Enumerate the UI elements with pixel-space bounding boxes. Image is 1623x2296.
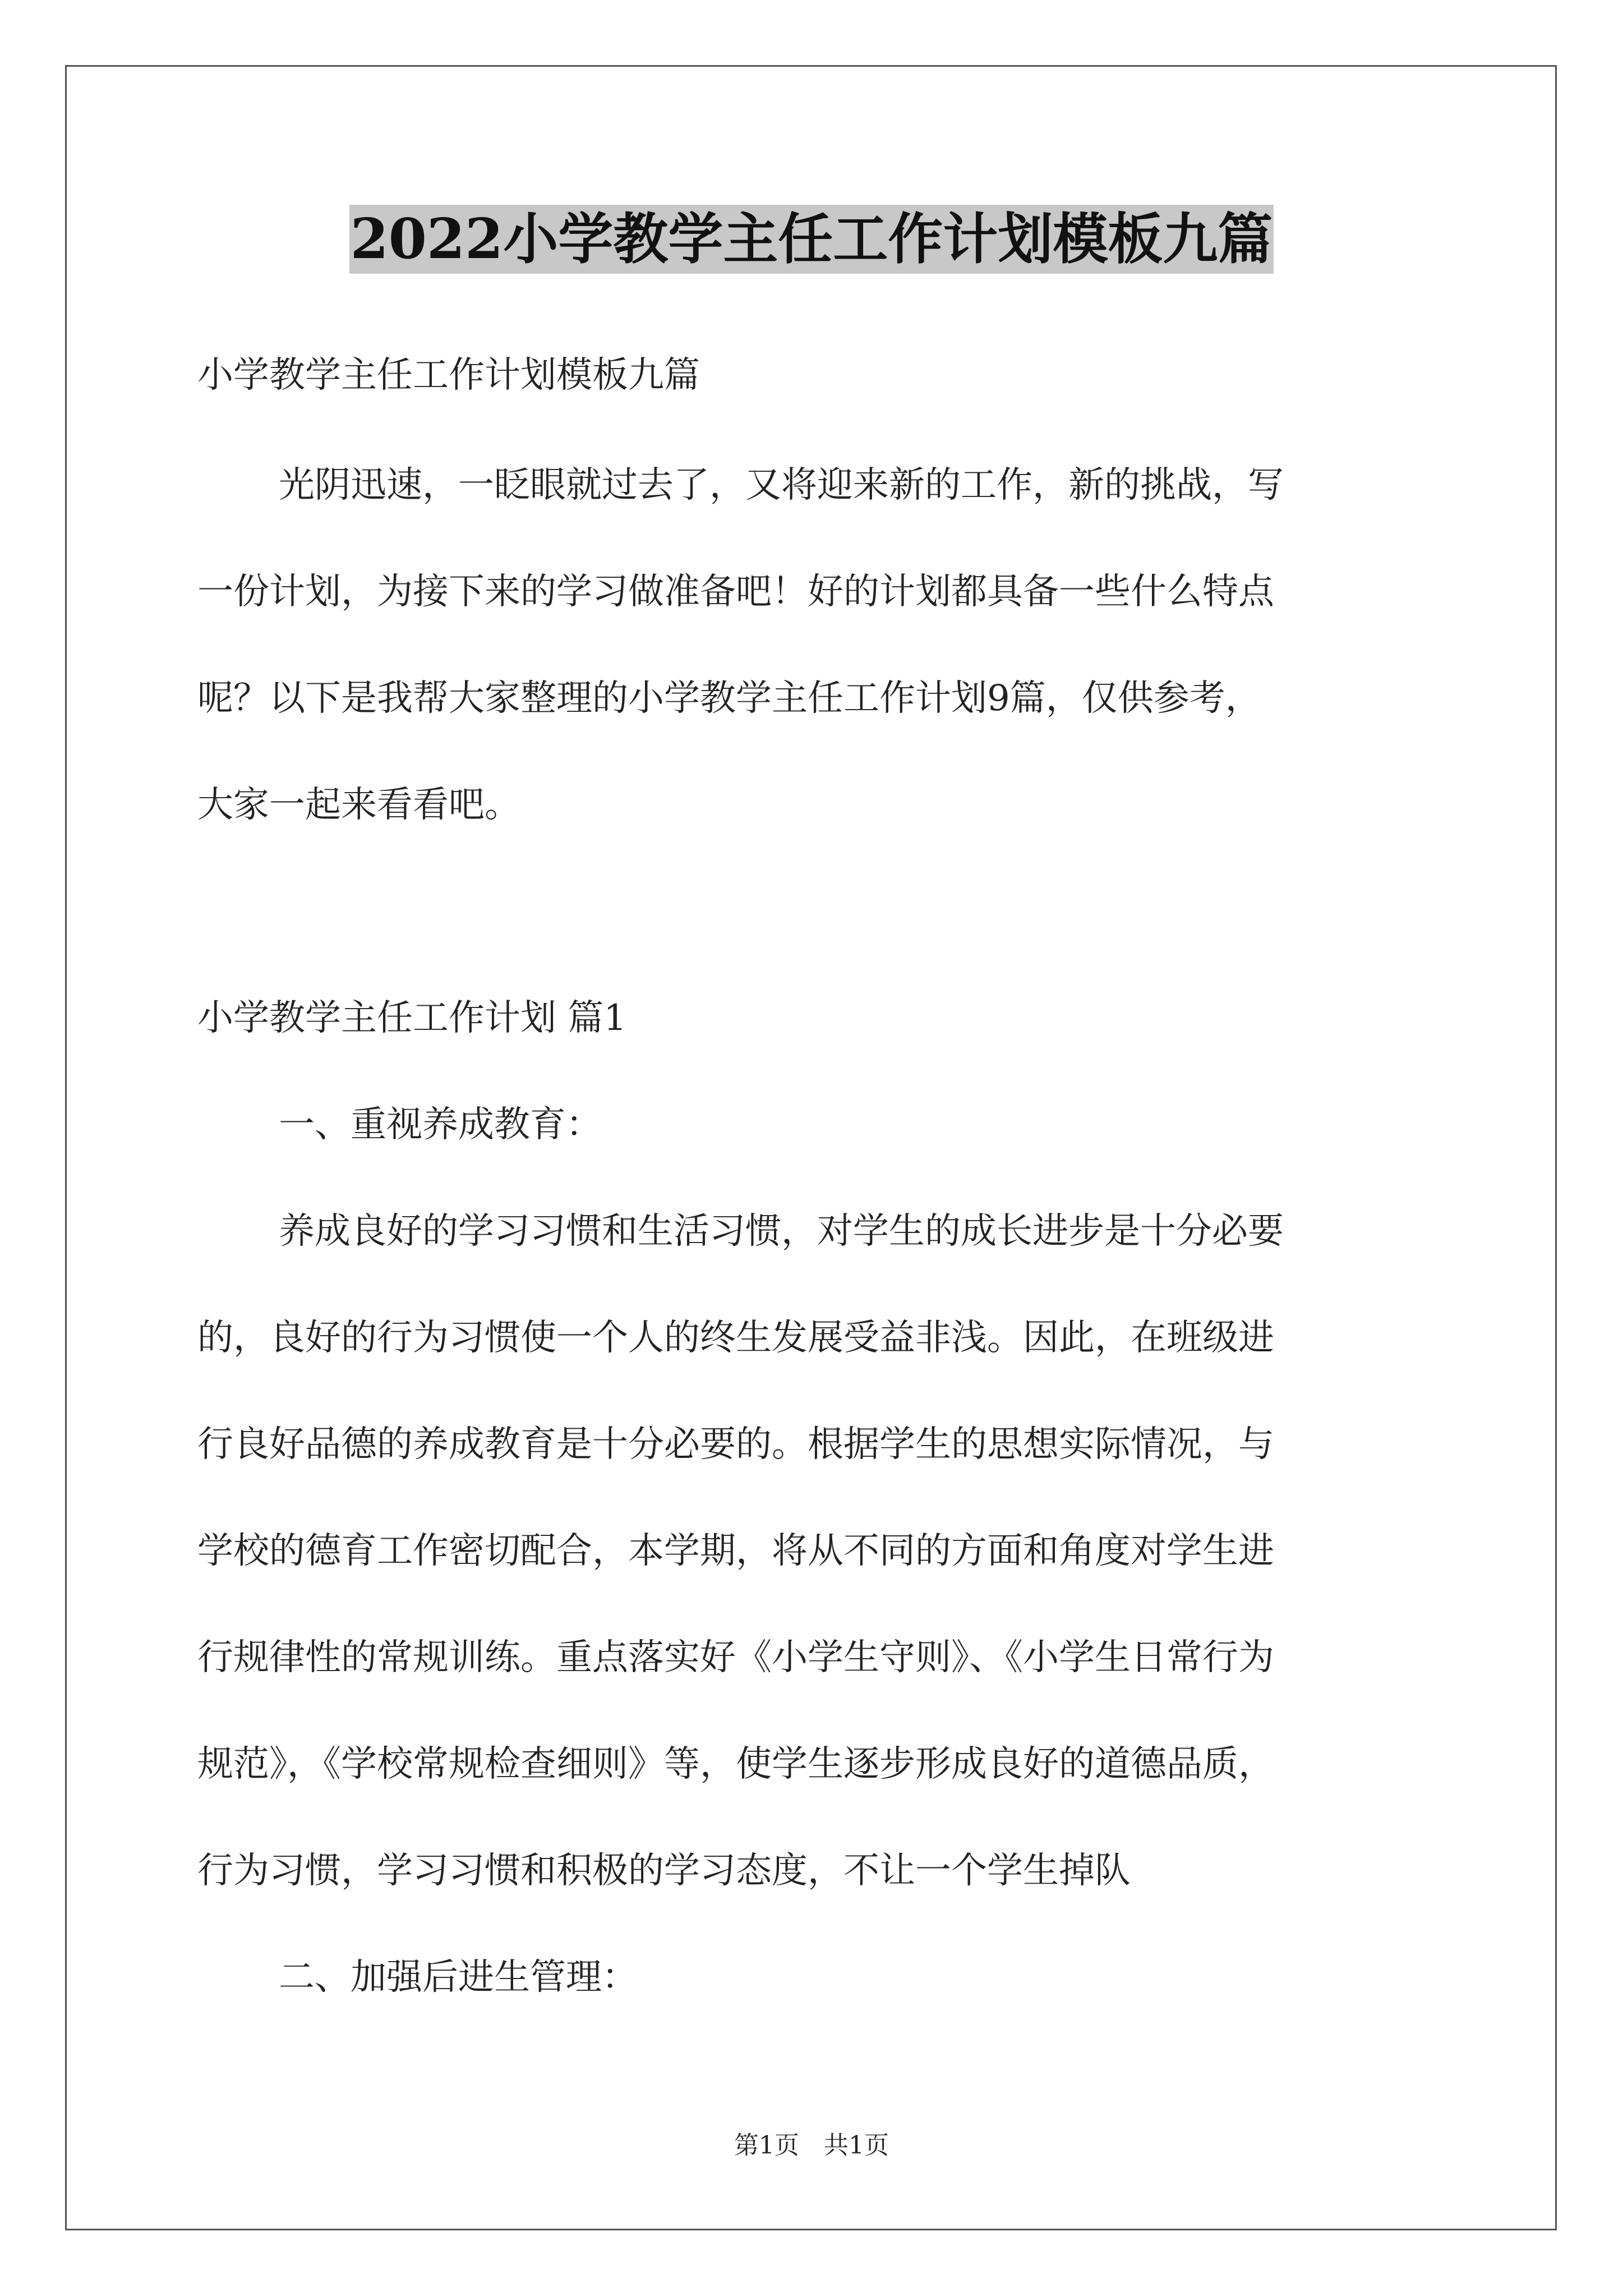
intro-line-3: 呢？以下是我帮大家整理的小学教学主任工作计划9篇，仅供参考， [197, 678, 1261, 719]
point1-line-1: 养成良好的学习习惯和生活习惯，对学生的成长进步是十分必要 [279, 1211, 1284, 1252]
point1-line-7: 行为习惯，学习习惯和积极的学习态度，不让一个学生掉队 [197, 1850, 1131, 1892]
intro-line-4: 大家一起来看看吧。 [197, 784, 520, 826]
point1-line-6: 规范》，《学校常规检查细则》等，使学生逐步形成良好的道德品质， [197, 1743, 1274, 1785]
point1-heading: 一、重视养成教育： [279, 1104, 602, 1145]
footer-total-pages: 共1页 [824, 2131, 889, 2160]
section-heading: 小学教学主任工作计划 篇1 [197, 997, 627, 1039]
point2-heading: 二、加强后进生管理： [279, 1957, 638, 1998]
intro-line-1: 光阴迅速，一眨眼就过去了，又将迎来新的工作，新的挑战，写 [279, 464, 1284, 506]
point1-line-2: 的，良好的行为习惯使一个人的终生发展受益非浅。因此，在班级进 [197, 1317, 1274, 1359]
point1-line-4: 学校的德育工作密切配合，本学期，将从不同的方面和角度对学生进 [197, 1530, 1274, 1572]
document-subtitle: 小学教学主任工作计划模板九篇 [197, 355, 700, 396]
intro-line-2: 一份计划，为接下来的学习做准备吧！好的计划都具备一些什么特点 [197, 571, 1274, 613]
point1-line-5: 行规律性的常规训练。重点落实好《小学生守则》、《小学生日常行为 [197, 1637, 1274, 1678]
point1-line-3: 行良好品德的养成教育是十分必要的。根据学生的思想实际情况，与 [197, 1424, 1274, 1465]
document-title-text: 2022小学教学主任工作计划模板九篇 [349, 205, 1274, 274]
footer-page-number: 第1页 [734, 2131, 799, 2160]
page-footer [0, 2129, 1623, 2162]
document-title [0, 203, 1623, 276]
